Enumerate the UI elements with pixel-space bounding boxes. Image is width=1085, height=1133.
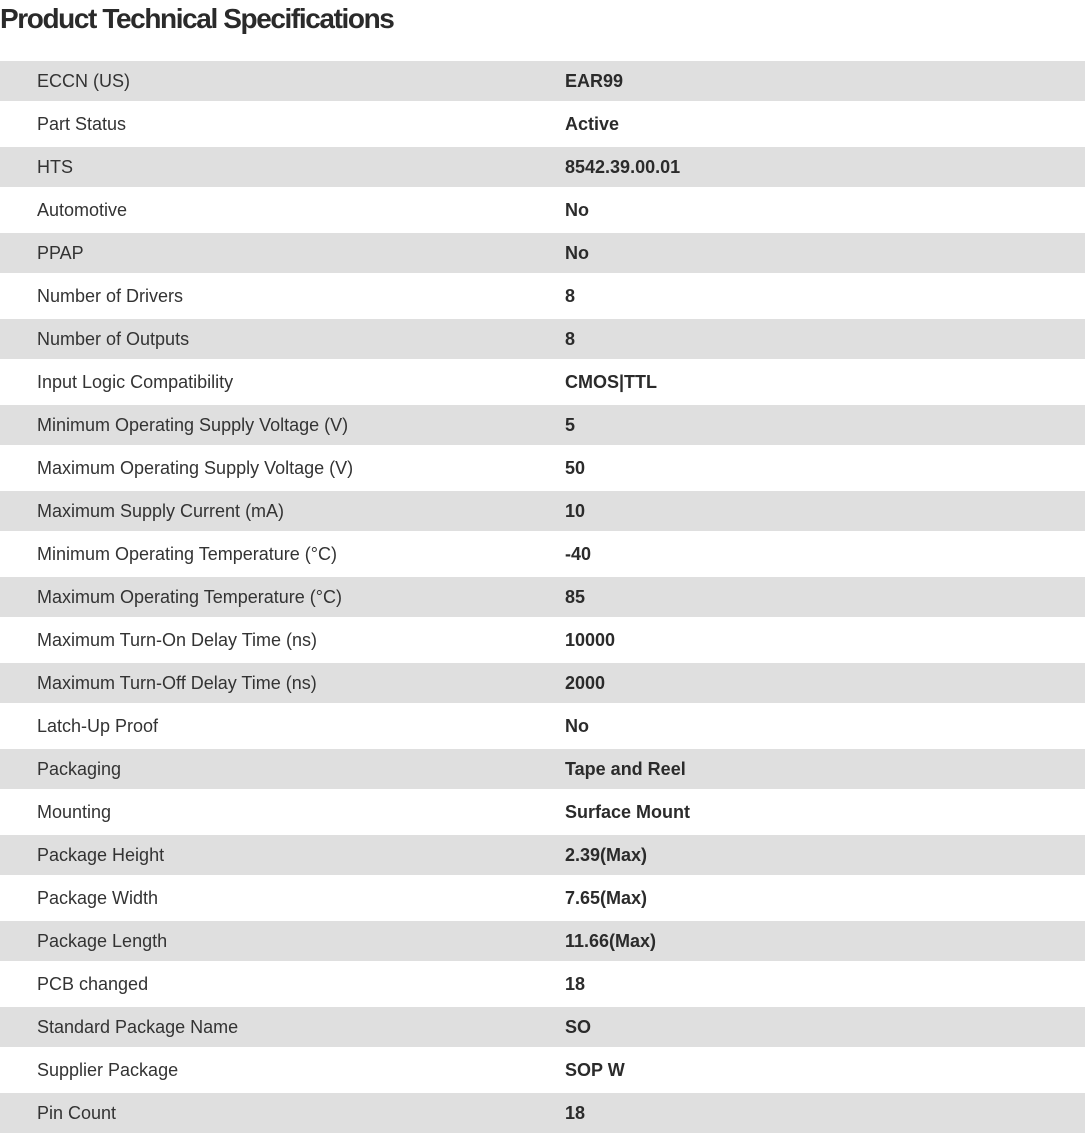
spec-label: Maximum Operating Temperature (°C) (37, 586, 342, 607)
spec-label: Maximum Turn-On Delay Time (ns) (37, 629, 318, 650)
spec-label: HTS (37, 156, 73, 177)
spec-label: Maximum Operating Supply Voltage (V) (37, 457, 354, 478)
spec-label: Package Width (37, 887, 159, 908)
spec-row (0, 663, 1085, 703)
spec-value: CMOS|TTL (565, 371, 658, 392)
spec-label: Mounting (37, 801, 112, 822)
spec-label: Input Logic Compatibility (37, 371, 234, 392)
spec-row (0, 789, 1085, 835)
spec-row (0, 531, 1085, 577)
spec-row (0, 835, 1085, 875)
spec-row (0, 1007, 1085, 1047)
spec-value: 10000 (565, 629, 616, 650)
spec-row (0, 445, 1085, 491)
spec-label: Package Height (37, 844, 165, 865)
spec-label: Pin Count (37, 1102, 117, 1123)
spec-row (0, 703, 1085, 749)
spec-value: Tape and Reel (565, 758, 686, 779)
spec-value: 7.65(Max) (565, 887, 648, 908)
spec-label: Maximum Turn-Off Delay Time (ns) (37, 672, 317, 693)
spec-row (0, 187, 1085, 233)
spec-value: 10 (565, 500, 586, 521)
spec-label: PPAP (37, 242, 84, 263)
spec-value: No (565, 199, 589, 220)
spec-row (0, 961, 1085, 1007)
spec-label: Supplier Package (37, 1059, 179, 1080)
spec-label: Number of Drivers (37, 285, 184, 306)
spec-row (0, 577, 1085, 617)
spec-table (0, 61, 1085, 1133)
spec-row (0, 405, 1085, 445)
spec-row (0, 61, 1085, 101)
spec-label: Minimum Operating Supply Voltage (V) (37, 414, 349, 435)
spec-label: ECCN (US) (37, 70, 130, 91)
spec-row (0, 491, 1085, 531)
spec-value: 50 (565, 457, 586, 478)
spec-row (0, 147, 1085, 187)
spec-row (0, 749, 1085, 789)
spec-value: 2.39(Max) (565, 844, 648, 865)
spec-value: 8542.39.00.01 (565, 156, 681, 177)
spec-value: SO (565, 1016, 592, 1037)
spec-label: Standard Package Name (37, 1016, 239, 1037)
spec-label: Latch-Up Proof (37, 715, 159, 736)
spec-label: Part Status (37, 113, 127, 134)
spec-label: Minimum Operating Temperature (°C) (37, 543, 337, 564)
spec-value: 5 (565, 414, 576, 435)
spec-row (0, 617, 1085, 663)
spec-row (0, 1093, 1085, 1133)
spec-value: 2000 (565, 672, 606, 693)
spec-value: EAR99 (565, 70, 624, 91)
spec-value: 8 (565, 285, 576, 306)
spec-value: 18 (565, 1102, 586, 1123)
spec-row (0, 101, 1085, 147)
spec-value: No (565, 715, 589, 736)
spec-value: 11.66(Max) (565, 930, 657, 951)
spec-value: -40 (565, 543, 592, 564)
spec-value: 85 (565, 586, 586, 607)
spec-row (0, 921, 1085, 961)
spec-label: Number of Outputs (37, 328, 190, 349)
spec-row (0, 273, 1085, 319)
spec-label: Maximum Supply Current (mA) (37, 500, 285, 521)
spec-value: SOP W (565, 1059, 625, 1080)
spec-label: Automotive (37, 199, 128, 220)
spec-label: PCB changed (37, 973, 149, 994)
spec-row (0, 875, 1085, 921)
spec-row (0, 359, 1085, 405)
spec-value: No (565, 242, 589, 263)
spec-value: Active (565, 113, 620, 134)
spec-label: Package Length (37, 930, 168, 951)
spec-row (0, 233, 1085, 273)
spec-row (0, 319, 1085, 359)
page-title: Product Technical Specifications (0, 3, 394, 34)
spec-label: Packaging (37, 758, 122, 779)
spec-row (0, 1047, 1085, 1093)
spec-value: Surface Mount (565, 801, 691, 822)
spec-value: 8 (565, 328, 576, 349)
spec-value: 18 (565, 973, 586, 994)
